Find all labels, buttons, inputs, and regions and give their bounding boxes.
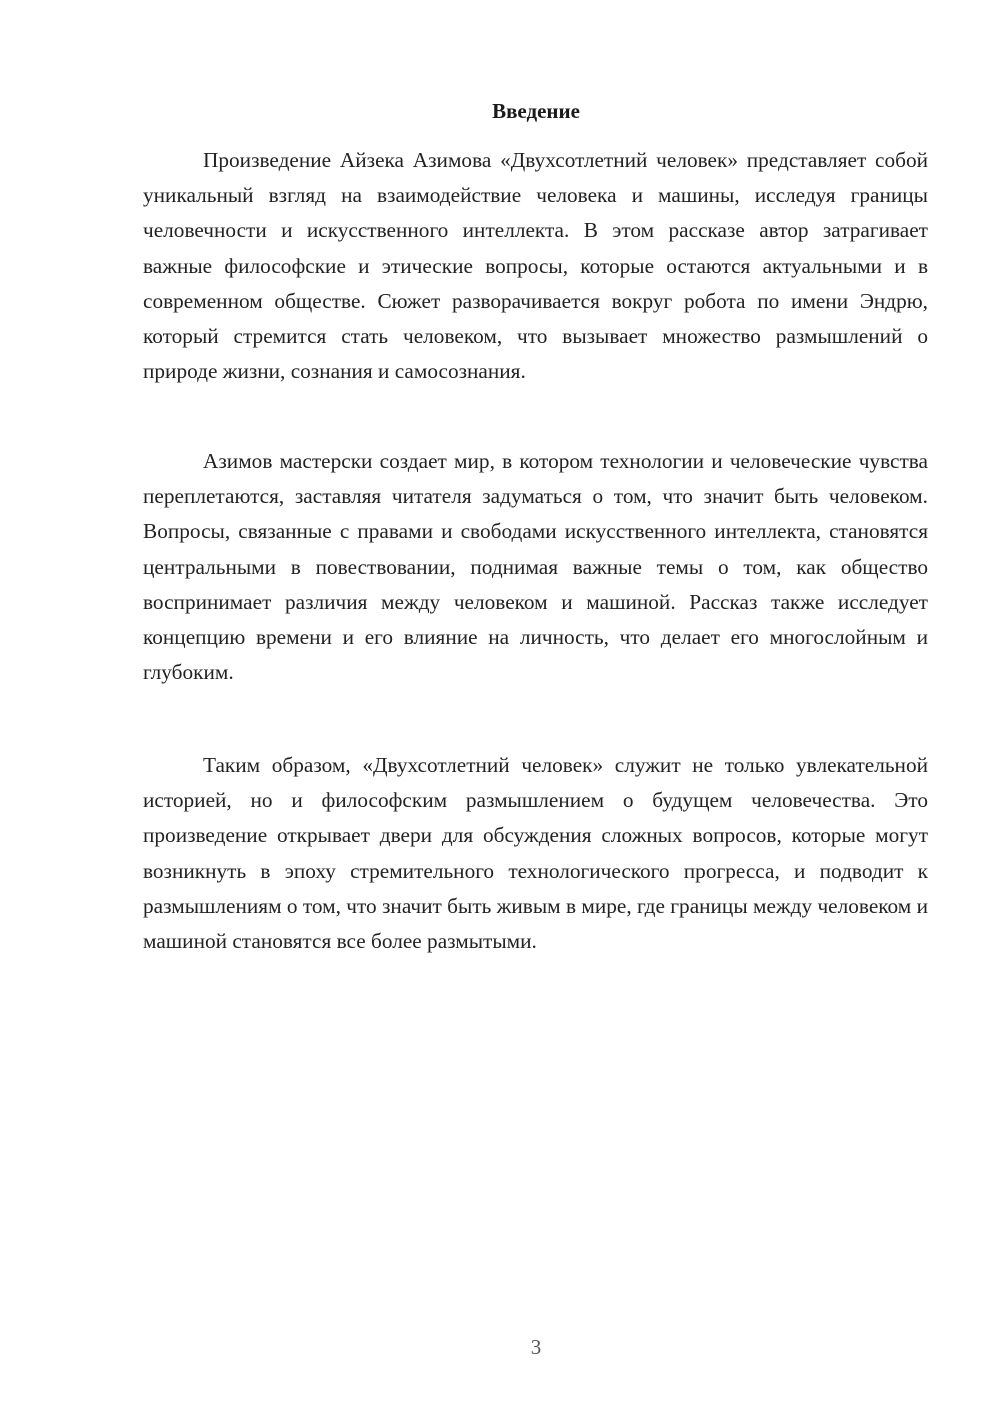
- page-number: 3: [530, 1335, 542, 1359]
- paragraph-1: Произведение Айзека Азимова «Двухсотлетний человек» представляет собой уникальный взгляд на взаимодействие человека и машины, исследуя границы человечности и искусственного интеллекта. В этом рассказе автор затрагивает важные философские и этические вопросы, которые остаются актуальными и в современном обществе. Сюжет разворачивается вокруг робота по имени Эндрю, который стремится стать человеком, что вызывает множество размышлений о природе жизни, сознания и самосознания.: [143, 148, 928, 384]
- paragraph-3: Таким образом, «Двухсотлетний человек» служит не только увлекательной историей, но и философским размышлением о будущем человечества. Это произведение открывает двери для обсуждения сложных вопросов, которые могут возникнуть в эпоху стремительного технологического прогресса, и подводит к размышлениям о том, что значит быть живым в мире, где границы между человеком и машиной становятся все более размытыми.: [143, 753, 928, 954]
- page-title: Введение: [492, 99, 580, 123]
- paragraph-2: Азимов мастерски создает мир, в котором технологии и человеческие чувства переплетаются, заставляя читателя задуматься о том, что значит быть человеком. Вопросы, связанные с правами и свободами искусственного интеллекта, становятся центральными в повествовании, поднимая важные темы о том, как общество воспринимает различия между человеком и машиной. Рассказ также исследует концепцию времени и его влияние на личность, что делает его многослойным и глубоким.: [143, 449, 928, 685]
